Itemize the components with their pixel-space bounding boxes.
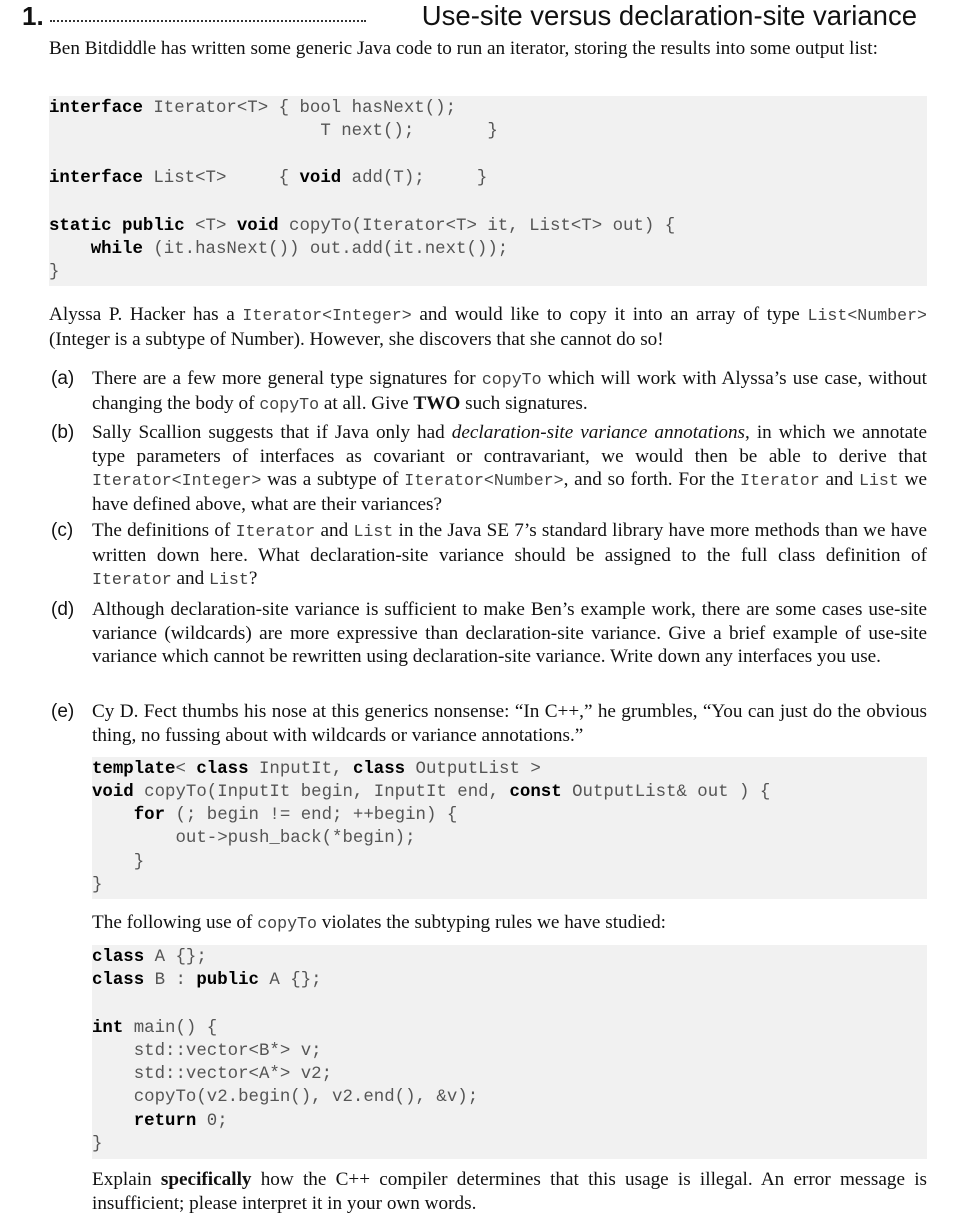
keyword: void (299, 169, 342, 188)
java-line-2: T next(); } (49, 122, 498, 141)
text: ? (248, 568, 258, 589)
part-e-mid-paragraph (92, 911, 927, 936)
code-text: <T> (184, 217, 237, 236)
part-e-text: Cy D. Fect thumbs his nose at this generics nonsense: “In C++,” he grumbles, “You can just do the obvious thing, no fussing about with wildcards or variance annotations.” (92, 701, 927, 746)
cpp-line-1 (92, 758, 541, 781)
text: , in which we annotate type parameters of interfaces as covariant or contravariant, we would then be able to derive that (92, 422, 927, 467)
text: There are a few more general type signatures for (92, 368, 482, 389)
part-e-final-paragraph (92, 1168, 927, 1215)
cpp-main-line-6: copyTo(v2.begin(), v2.end(), &v); (92, 1088, 479, 1107)
text: , and so forth. For the (563, 469, 741, 490)
text: Explain (92, 1169, 161, 1190)
java-line-4 (49, 215, 675, 238)
cpp-line-6: } (92, 876, 103, 895)
question-number: 1. (22, 1, 44, 31)
keyword: template (92, 760, 176, 779)
java-line-5 (49, 238, 508, 261)
indent (92, 806, 134, 825)
question-title: Use-site versus declaration-site variance (421, 0, 917, 31)
code-text: InputIt, (248, 760, 353, 779)
text: such signatures. (460, 392, 588, 414)
code-text: OutputList& out ) { (561, 783, 771, 802)
cpp-main-line-8: } (92, 1135, 103, 1154)
java-line-6: } (49, 263, 60, 282)
keyword: static public (49, 217, 185, 236)
part-b-text (92, 421, 927, 516)
code-text: Iterator<T> { bool hasNext(); (142, 99, 457, 118)
part-d-label: (d) (51, 599, 75, 620)
cpp-main-line-3 (92, 1017, 217, 1040)
dot-leader (50, 20, 366, 22)
java-line-1 (49, 97, 456, 120)
text: (Integer is a subtype of Number). However, she discovers that she cannot do so! (49, 328, 664, 350)
bold-text: specifically (160, 1169, 252, 1190)
text: in the Java SE 7’s standard library have more methods than we have written down here. What declaration-site variance should be assigned to the full class definition of (92, 520, 927, 566)
inline-code: Iterator<Number> (404, 471, 564, 490)
text: The following use of (92, 912, 258, 933)
cpp-template-code-block (92, 757, 927, 899)
cpp-line-3 (92, 804, 457, 827)
code-text: OutputList > (405, 760, 541, 779)
java-line-3 (49, 167, 487, 190)
code-text: < (175, 760, 197, 779)
text: we have defined above, what are their variances? (92, 469, 927, 515)
keyword: interface (49, 99, 143, 118)
text: Sally Scallion suggests that if Java only had (92, 422, 452, 443)
part-a-label: (a) (51, 368, 75, 389)
bold-text: TWO (413, 392, 461, 414)
cpp-main-line-2 (92, 969, 322, 992)
text: and (171, 568, 209, 589)
part-c-text (92, 519, 927, 592)
cpp-main-code-block (92, 945, 927, 1159)
inline-code: Iterator (92, 570, 172, 589)
inline-code: List<Number> (807, 306, 927, 325)
keyword: int (92, 1019, 124, 1038)
text: and would like to copy it into an array of type (411, 304, 808, 325)
text: which will work with Alyssa’s use case, without changing the body of (92, 368, 928, 414)
cpp-line-5: } (92, 853, 145, 872)
cpp-line-2 (92, 781, 770, 804)
text: and (819, 469, 859, 490)
code-text: (it.hasNext()) out.add(it.next()); (142, 240, 509, 259)
inline-code: List (353, 522, 394, 541)
part-b-label: (b) (51, 422, 75, 443)
keyword: class (92, 971, 145, 990)
keyword: public (196, 971, 259, 990)
code-text: A {}; (259, 971, 322, 990)
cpp-main-line-7 (92, 1110, 228, 1133)
text: violates the subtyping rules we have studied: (316, 912, 666, 933)
code-text: 0; (196, 1112, 228, 1131)
cpp-main-line-4: std::vector<B*> v; (92, 1042, 322, 1061)
inline-code: Iterator<Integer> (242, 306, 412, 325)
keyword: interface (49, 169, 143, 188)
keyword: for (133, 806, 166, 825)
inline-code: copyTo (257, 914, 317, 933)
italic-text: declaration-site variance annotations (451, 422, 746, 443)
code-text: copyTo(InputIt begin, InputIt end, (133, 783, 510, 802)
inline-code: Iterator<Integer> (92, 471, 262, 490)
keyword: class (196, 760, 249, 779)
indent (49, 240, 91, 259)
keyword: const (509, 783, 562, 802)
intro-paragraph: Ben Bitdiddle has written some generic Java code to run an iterator, storing the results into some output list: (49, 38, 878, 59)
part-e-label: (e) (51, 701, 75, 722)
text: and (315, 520, 354, 541)
part-a-text (92, 367, 927, 416)
inline-code: List (208, 570, 249, 589)
inline-code: Iterator (740, 471, 820, 490)
inline-code: copyTo (481, 370, 542, 389)
java-code-block (49, 96, 927, 286)
text: how the C++ compiler determines that this usage is illegal. An error message is insufficient; please interpret it in your own words. (92, 1169, 928, 1214)
code-text: add(T); } (341, 169, 488, 188)
inline-code: copyTo (259, 394, 320, 414)
cpp-line-4: out->push_back(*begin); (92, 829, 416, 848)
code-text: List<T> { (142, 169, 300, 188)
question-header (0, 0, 953, 34)
cpp-main-line-1 (92, 946, 207, 969)
code-text: copyTo(Iterator<T> it, List<T> out) { (278, 217, 676, 236)
inline-code: Iterator (235, 522, 316, 541)
inline-code: List (858, 471, 899, 490)
text: was a subtype of (261, 469, 405, 490)
text: Alyssa P. Hacker has a (49, 304, 243, 325)
alyssa-paragraph (49, 303, 927, 351)
code-text: A {}; (144, 948, 207, 967)
part-d-text: Although declaration-site variance is sufficient to make Ben’s example work, there are some cases use-site variance (wildcards) are more expressive than declaration-site variance. Give a brief example of use-site variance which cannot be rewritten using declaration-site variance. Write down any interfaces you use. (92, 599, 927, 667)
code-text: B : (144, 971, 197, 990)
text: The definitions of (92, 520, 236, 541)
indent (92, 1112, 134, 1131)
code-text: (; begin != end; ++begin) { (165, 806, 458, 825)
code-text: main() { (123, 1019, 218, 1038)
keyword: while (90, 240, 143, 259)
keyword: return (133, 1112, 197, 1131)
part-c-label: (c) (51, 520, 74, 541)
keyword: class (352, 760, 406, 779)
text: at all. Give (319, 392, 414, 414)
keyword: void (92, 783, 134, 802)
keyword: class (92, 948, 145, 967)
keyword: void (236, 217, 279, 236)
cpp-main-line-5: std::vector<A*> v2; (92, 1065, 333, 1084)
